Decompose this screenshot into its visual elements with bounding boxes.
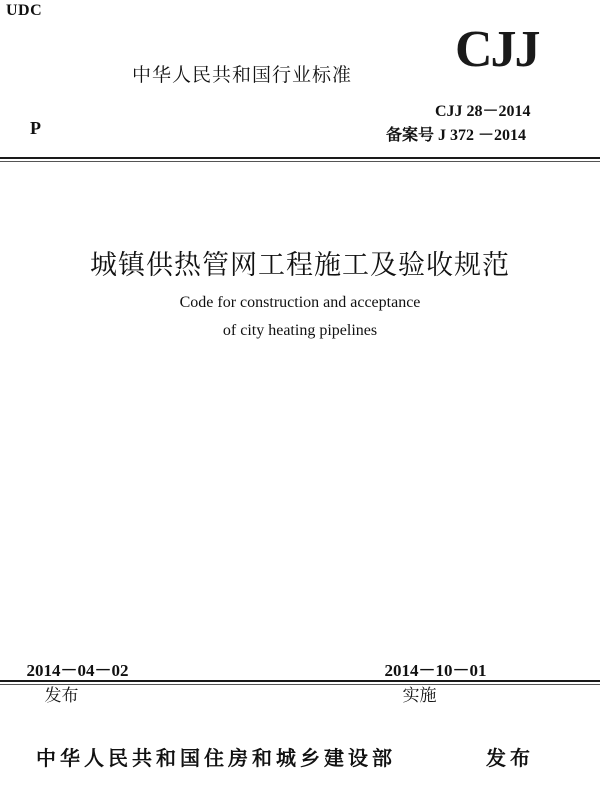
bottom-divider-thin [0,684,600,685]
issuing-authority-label: 发布 [486,746,534,770]
udc-label: UDC [6,2,43,19]
issuing-authority: 中华人民共和国住房和城乡建设部 [36,746,396,770]
bottom-divider-thick [0,680,600,682]
document-title-english-line-1: Code for construction and acceptance [179,294,421,311]
issue-label: 发布 [44,686,79,706]
effective-date-block [376,636,487,706]
effective-date: 2014－10－01 [384,661,487,680]
top-divider-thick [0,157,600,159]
industry-standard-heading: 中华人民共和国行业标准 [132,64,353,86]
issue-date-block [18,636,129,706]
top-divider-thin [0,161,600,162]
issue-date: 2014－04－02 [26,661,129,680]
document-title-chinese: 城镇供热管网工程施工及验收规范 [90,250,510,281]
effective-label: 实施 [402,686,437,706]
filing-number: 备案号 J 372 －2014 [386,127,527,144]
classification-code: P [30,118,41,138]
standard-number: CJJ 28－2014 [435,103,531,120]
document-title-english-line-2: of city heating pipelines [222,322,378,339]
cjj-logo: CJJ [455,21,539,78]
